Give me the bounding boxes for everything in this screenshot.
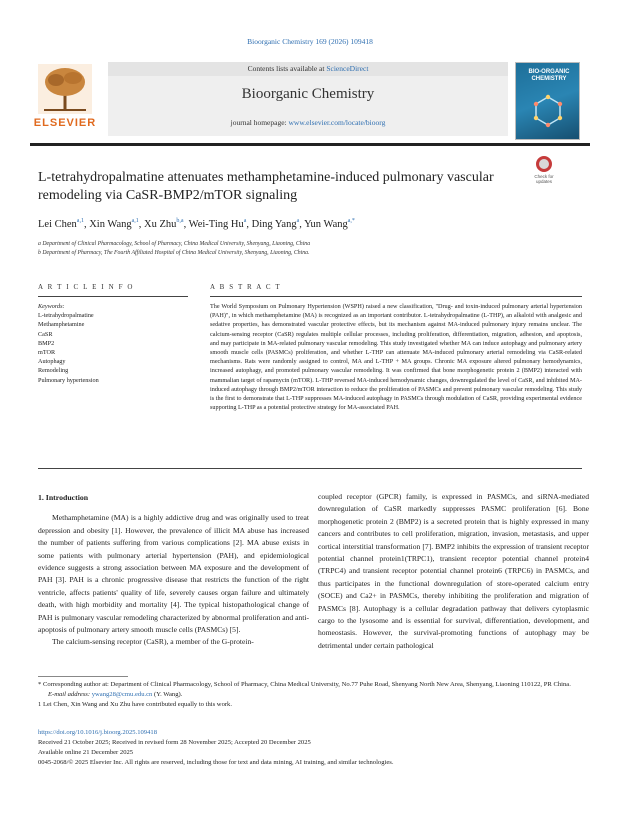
article-info-heading: A R T I C L E I N F O	[38, 283, 135, 291]
keyword: Autophagy	[38, 358, 66, 366]
elsevier-logo	[30, 62, 100, 134]
publication-info	[38, 728, 588, 768]
journal-title: Bioorganic Chemistry	[241, 86, 375, 102]
contents-available	[108, 62, 508, 76]
front-matter-rule	[38, 468, 582, 469]
abstract-heading: A B S T R A C T	[210, 283, 282, 291]
contents-prefix: Contents lists available at	[247, 64, 327, 73]
author-affil-mark[interactable]: a	[296, 218, 300, 224]
author-name[interactable]: Yun Wang	[304, 219, 348, 230]
corresponding-author-note: * Corresponding author at: Department of Clinical Pharmacology, School of Pharmacy, China Medical University, No.77 Puhe Road, Shenyang North New Area, Shenyang, Liaoning 110122, PR China.	[38, 681, 571, 688]
keyword: BMP2	[38, 339, 55, 347]
section-heading-introduction: 1. Introduction	[38, 493, 89, 502]
body-paragraph: Methamphetamine (MA) is a highly addictive drug and was originally used to treat depression and obesity [1]. However, the prevalence of illicit MA abuse has increased the number of patients suffering from various complications [2]. MA abuse exists in some patients with pulmonary arterial hypertension (PAH), and epidemiological evidence suggests a strong association between MA exposure and the development of PAH [3]. PAH is a chronic progressive disease that restricts the function of the right ventricle, affects patients' quality of life, severely causes organ failure and ultimately death, with high morbidity and mortality [4]. The typical histopathological change of PAH is pulmonary vascular remodeling characterized by abnormal proliferation and anti-apoptosis of pulmonary artery smooth muscle cells (PASMCs) [5].	[38, 513, 309, 635]
author-affil-mark[interactable]: a,1	[131, 218, 139, 224]
cover-title: BIO-ORGANIC CHEMISTRY	[528, 69, 570, 82]
author-affil-mark[interactable]: a,1	[76, 218, 84, 224]
email-label: E-mail address:	[48, 691, 92, 698]
journal-homepage	[108, 118, 508, 127]
check-updates-icon	[536, 156, 552, 172]
cover-molecule-icon	[528, 91, 568, 131]
author-name[interactable]: Xu Zhu	[144, 219, 177, 230]
check-for-updates-badge[interactable]	[527, 154, 561, 190]
elsevier-tree-icon	[38, 64, 92, 114]
email-link[interactable]: ywang28@cmu.edu.cn	[91, 691, 153, 698]
copyright-line: 0045-2068/© 2025 Elsevier Inc. All rights are reserved, including those for text and data mining, AI training, and similar technologies.	[38, 759, 394, 766]
journal-reference[interactable]: Bioorganic Chemistry 169 (2026) 109418	[247, 37, 373, 46]
homepage-link[interactable]: www.elsevier.com/locate/bioorg	[288, 118, 386, 127]
affiliation-a: a Department of Clinical Pharmacology, School of Pharmacy, China Medical University, Shenyang, Liaoning, China	[38, 241, 311, 247]
keyword: mTOR	[38, 349, 56, 357]
keywords-block	[38, 302, 188, 385]
abstract-rule	[210, 296, 582, 297]
abstract-text: The World Symposium on Pulmonary Hypertension (WSPH) raised a new classification, "Drug- and toxin-induced pulmonary arterial hypertension (PAH)", in which methamphetamine (MA) is recognized as an important contributor. L-tetrahydropalmatine (L-THP), an alkaloid with analgesic and sedative properties, has demonstrated vascular protective effects, but its mechanism against MA-induced pulmonary injury remains unclear. The calcium-sensing receptor (CaSR) regulates multiple cellular processes, including proliferation, differentiation, migration, adhesion, and apoptosis, and may participate in MA-related pulmonary vascular remodeling. This study investigated whether MA can induce autophagy and pulmonary artery smooth muscle cells (PASMCs) proliferation, and whether L-THP can attenuate MA-induced pulmonary arterial remodeling via CaSR-related mechanisms. Rats were randomly assigned to control, MA and L-THP + MA groups. Chronic MA exposure altered pulmonary hemodynamics, increased autophagy, and promoted pulmonary vascular remodeling. It was confirmed that bone morphogenetic protein 2 (BMP2) interacted with mammalian target of rapamycin (mTOR). L-THP reversed MA-induced hemodynamic changes, downregulated the level of CaSR, and inhibited MA-induced autophagy through BMP2/mTOR interaction to reduce the proliferation of PASMCs and prevent pulmonary vascular remodeling. This study is the first to demonstrate that L-THP suppresses MA-induced autophagy in PASMCs through modulation of CaSR, providing experimental evidence supporting L-THP as a potential protective strategy for MA-associated PAH.	[210, 303, 582, 412]
body-column-left	[38, 492, 309, 649]
email-note	[38, 690, 588, 700]
footnote-rule	[38, 676, 128, 677]
available-online: Available online 21 December 2025	[38, 749, 134, 756]
keywords-label: Keywords:	[38, 303, 65, 310]
homepage-prefix: journal homepage:	[230, 118, 289, 127]
body-paragraph: The calcium-sensing receptor (CaSR), a member of the G-protein-	[52, 637, 254, 647]
author-name[interactable]: Wei-Ting Hu	[188, 219, 244, 230]
affiliation-b: b Department of Pharmacy, The Fourth Affiliated Hospital of China Medical University, Shenyang, Liaoning, China.	[38, 250, 310, 256]
footnotes	[38, 680, 588, 710]
equal-contribution-note: 1 Lei Chen, Xin Wang and Xu Zhu have contributed equally to this work.	[38, 701, 233, 708]
keyword: L-tetrahydropalmatine	[38, 312, 94, 320]
keyword: Methamphetamine	[38, 321, 85, 329]
author-name[interactable]: Lei Chen	[38, 219, 77, 230]
sciencedirect-link[interactable]: ScienceDirect	[326, 64, 369, 73]
journal-masthead	[30, 62, 590, 142]
check-updates-label: Check for updates	[534, 174, 554, 184]
author-name[interactable]: Xin Wang	[89, 219, 132, 230]
body-paragraph: coupled receptor (GPCR) family, is expressed in PASMCs, and siRNA-mediated downregulation of CaSR markedly suppresses PASMC proliferation [6]. Bone morphogenetic protein 2 (BMP2) is a secreted protein that is highly expressed in many cancers and contributes to cell proliferation, migration, invasion, metastasis, and upper cortical interstitial transformation [7]. BMP2 inhibits the expression of transient receptor potential channel protein1(TRPC1), transient receptor potential channel protein4 (TRPC4) and transient receptor potential channel protein6 (TRPC6) in PASMCs, and thus participates in the functional downregulation of store-operated calcium entry (SOCE) and Ca2+ in PASMCs, thereby inhibiting the proliferation and migration of PASMCs [8]. Autophagy is a cellular degradation pathway that delivers cytoplasmic cargo to the lysosome and is essential for survival, differentiation, development, and homeostasis. However, the survival-promoting functions of autophagy may be detrimental under certain pathological	[318, 492, 589, 650]
masthead-box	[108, 62, 508, 136]
author-affil-mark[interactable]: a	[243, 218, 247, 224]
received-dates: Received 21 October 2025; Received in revised form 28 November 2025; Accepted 20 December 2025	[38, 739, 311, 746]
author-name[interactable]: Ding Yang	[251, 219, 297, 230]
masthead-rule	[30, 143, 590, 146]
keyword: CaSR	[38, 330, 53, 338]
body-column-right	[318, 491, 589, 652]
keyword: Remodeling	[38, 367, 69, 375]
keyword: Pulmonary hypertension	[38, 376, 99, 384]
journal-cover[interactable]	[515, 62, 580, 140]
author-affil-mark[interactable]: b,a	[176, 218, 184, 224]
article-info-rule	[38, 296, 188, 297]
affiliations	[38, 240, 598, 258]
email-suffix: (Y. Wang).	[152, 691, 183, 698]
doi-link[interactable]: https://doi.org/10.1016/j.bioorg.2025.109418	[38, 729, 157, 736]
author-affil-mark[interactable]: a,*	[347, 218, 355, 224]
article-title: L-tetrahydropalmatine attenuates methamphetamine-induced pulmonary vascular remodeling via CaSR-BMP2/mTOR signaling	[38, 170, 494, 203]
elsevier-wordmark: ELSEVIER	[33, 117, 97, 129]
author-list: Lei Chen$^{a,1}$, Xin Wang$^{a,1}$, Xu Zhu$^{b,a}$, Wei-Ting Hu$^a$, Ding Yang$^a$, Yun Wang$^{a,*}$	[38, 218, 355, 230]
